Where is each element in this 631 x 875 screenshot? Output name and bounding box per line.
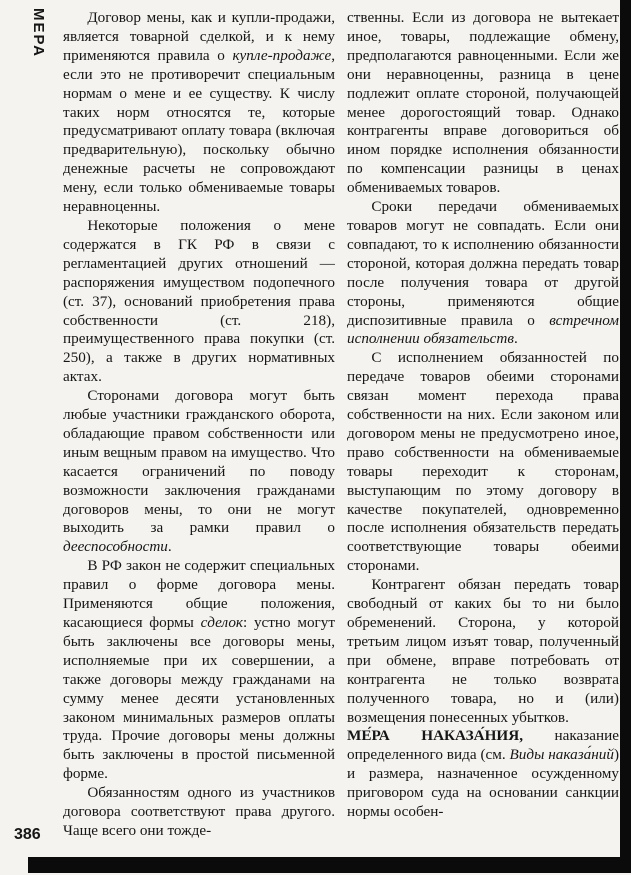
italic-term: купле-продаже bbox=[232, 46, 332, 64]
column-right bbox=[347, 9, 619, 851]
text-run: Контрагент обязан передать товар свободный от каких бы то ни было обременений. Сторона, у которой третьим лицом изъят товар, полученный при обмене, вправе потребовать от контрагента не только возврата полученного товара, но и (или) возмещения понесенных убытков. bbox=[347, 576, 619, 726]
text-run: ственны. Если из договора не вытекает иное, товары, подлежащие обмену, предполагаются равноценными. Если же они неравноценны, разница в цене подлежит оплате стороной, получающей менее дорогостоящий товар. Однако контрагенты вправе договориться об ином порядке исполнения обязанности по компенсации разницы в ценах обмениваемых товаров. bbox=[347, 9, 619, 197]
italic-term: Виды наказа́ний bbox=[509, 746, 614, 764]
paragraph bbox=[63, 557, 335, 784]
text-run: Договор мены, как и купли-продажи, является товарной сделкой, и к нему применяются правила о bbox=[63, 9, 335, 64]
text-run: , если это не противоречит специальным нормам о мене и ее существу. К числу таких норм относятся те, которые предусматривают оплату товара (включая предварительную), поскольку обычно денежные расчеты не сопровождают мену, если только обмениваемые товары неравноценны. bbox=[63, 46, 335, 216]
page-number: 386 bbox=[14, 826, 41, 843]
text-run: Некоторые положения о мене содержатся в ГК РФ в связи с регламентацией других отношений — распоряжения имуществом подопечного (ст. 37), оснований приобретения права собственности (ст. 218), преимущественного права покупки (ст. 250), а также в других нормативных актах. bbox=[63, 216, 335, 386]
paragraph bbox=[63, 217, 335, 387]
italic-term: сделок bbox=[200, 614, 244, 631]
paragraph bbox=[63, 9, 335, 217]
text-run: Сроки передачи обмениваемых товаров могут не совпадать. Если они совпадают, то к исполнению обязанности стороной, которая должна передать товар после получения товара от другой стороны, применяются общие диспозитивные правила о bbox=[347, 198, 619, 329]
paragraph bbox=[63, 387, 335, 557]
text-columns bbox=[63, 9, 619, 851]
text-run: ) и размера, назначенное осужденному приговором суда на основании санкции нормы особен- bbox=[347, 746, 619, 821]
paragraph bbox=[347, 727, 619, 822]
paragraph bbox=[347, 9, 619, 198]
paragraph bbox=[63, 784, 335, 841]
text-run: : устно могут быть заключены все договоры мены, исполняемые при их совершении, а также договоры между гражданами на сумму менее десяти установленных законом минимальных размеров оплаты труда. Прочие договоры мены должны быть заключены в простой письменной форме. bbox=[63, 614, 335, 783]
margin-running-head: МЕРА bbox=[30, 8, 47, 59]
paragraph bbox=[347, 198, 619, 349]
text-run: . bbox=[513, 330, 518, 348]
right-edge-scan-bar bbox=[620, 0, 631, 857]
italic-term: дееспособности bbox=[63, 538, 168, 556]
text-run: Обязанностям одного из участников договора соответствуют права другого. Чаще всего они тожде- bbox=[63, 784, 335, 839]
paragraph bbox=[347, 349, 619, 576]
column-left bbox=[63, 9, 335, 851]
bottom-edge-scan-bar bbox=[28, 857, 631, 873]
text-run: С исполнением обязанностей по передаче товаров обеими сторонами связан момент перехода права собственности на них. Если законом или договором мены не предусмотрено иное, право собственности на обмениваемые товары переходит к сторонам, выступающим по этому договору в качестве покупателей, одновременно после исполнения обязательств передать соответствующие товары обеими сторонами. bbox=[347, 349, 619, 575]
paragraph bbox=[347, 576, 619, 727]
headword: МЕ́РА НАКАЗА́НИЯ, bbox=[347, 727, 524, 745]
text-run: Сторонами договора могут быть любые участники гражданского оборота, обладающие правом собственности или иным вещным правом на имущество. Что касается ограничений по поводу возможности заключения гражданами договоров мены, то они не могут выходить за рамки правил о bbox=[63, 387, 335, 537]
italic-term: встречном исполнении обязательств bbox=[347, 311, 619, 348]
text-run: В РФ закон не содержит специальных правил о форме договора мены. Применяются общие положения, касающиеся формы bbox=[63, 557, 335, 631]
text-run: наказание определенного вида (см. bbox=[347, 727, 619, 764]
text-run: . bbox=[167, 538, 172, 556]
